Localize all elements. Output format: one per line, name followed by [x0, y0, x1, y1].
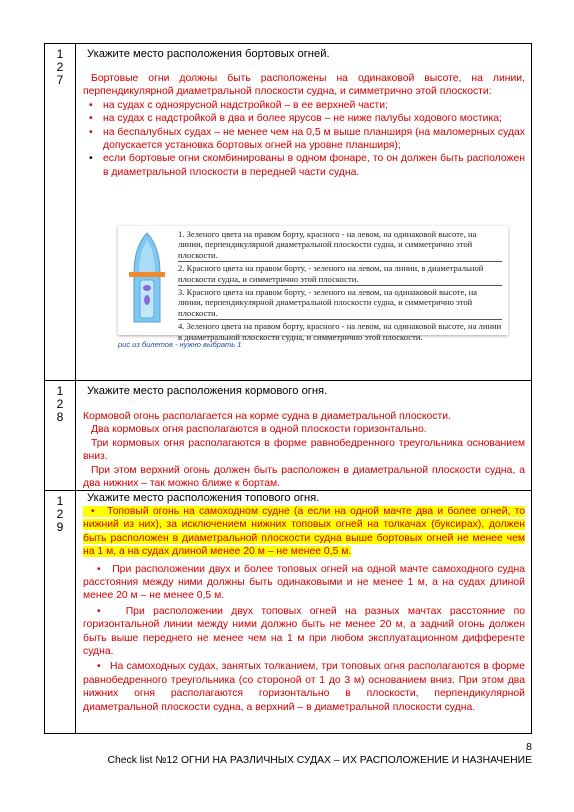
question-text: Укажите место расположения бортовых огней.	[87, 48, 330, 60]
paragraph: При этом верхний огонь должен быть расположен в диаметральной плоскости судна, а два нижних – так можно ближе к бортам.	[83, 464, 525, 490]
option-4[interactable]: 4. Зеленого цвета на правом борту, красного - на левом, на одинаковой высоте, на линии в диаметральной плоскости судна, и симметрично этой плоскости.	[178, 321, 502, 342]
ship-top-view-icon	[126, 230, 168, 330]
page-footer: Check list №12 ОГНИ НА РАЗЛИЧНЫХ СУДАХ – ИХ РАСПОЛОЖЕНИЕ И НАЗНАЧЕНИЕ	[107, 755, 532, 766]
intro-paragraph: Бортовые огни должны быть расположены на одинаковой высоте, на линии, перпендикулярной диаметральной плоскости судна, и симметрично этой плоскости:	[83, 73, 525, 98]
answer-text	[83, 72, 525, 179]
table-row-127	[44, 43, 532, 381]
paragraph: Кормовой огонь располагается на корме судна в диаметральной плоскости.	[83, 411, 451, 422]
number-digit: 1	[56, 47, 64, 61]
question-number: 1 2 8	[45, 381, 76, 490]
number-digit: 7	[56, 73, 64, 87]
list-item: • На самоходных судах, занятых толканием, три топовых огня располагаются в форме равнобедренного треугольника (со стороной от 1 до 3 м) основанием вниз. При этом два нижних огня располагаются горизонтально в плоскости, перпендикулярной диаметральной плоскости судна, а верхний – в диаметральной плоскости судна.	[83, 661, 525, 713]
question-number	[45, 44, 76, 380]
page-number: 8	[526, 741, 532, 753]
option-2[interactable]: 2. Красного цвета на правом борту, - зеленого на левом, на линии, в диаметральной плоскости судна, и симметрично этой плоскости.	[178, 262, 502, 286]
number-digit: 2	[56, 60, 64, 74]
answer-options	[178, 228, 502, 343]
answer-text	[83, 410, 525, 490]
question-text: Укажите место расположения топового огня.	[87, 492, 320, 504]
question-text: Укажите место расположения кормового огня.	[87, 385, 328, 397]
option-3[interactable]: 3. Красного цвета на правом борту, - зеленого на левом, на одинаковой высоте, на линии, перпендикулярной диаметральной плоскости судна, и симметрично этой плоскости.	[178, 286, 502, 320]
table-row-128	[44, 380, 532, 491]
list-item: • на беспалубных судах – не менее чем на 0,5 м выше планширя (на маломерных судах допускается установка бортовых огней на уровне планширя);	[89, 126, 525, 152]
list-item: • на судах с надстройкой в два и более ярусов – не ниже палубы ходового мостика;	[89, 113, 502, 125]
paragraph: Три кормовых огня располагаются в форме равнобедренного треугольника основанием вниз.	[83, 437, 525, 463]
paragraph: Два кормовых огня располагаются в одной плоскости горизонтально.	[91, 424, 427, 436]
answer-cell	[76, 381, 531, 490]
table-row-129	[44, 490, 532, 734]
question-number: 1 2 9	[45, 491, 76, 733]
answer-text	[83, 505, 525, 714]
ticket-figure	[118, 226, 508, 342]
list-item: • если бортовые огни скомбинированы в одном фонаре, то он должен быть расположен в диаметральной плоскости в передней части судна.	[89, 153, 525, 178]
option-1[interactable]: 1. Зеленого цвета на правом борту, красного - на левом, на одинаковой высоте, на линии, перпендикулярной диаметральной плоскости судна, и симметрично этой плоскости.	[178, 228, 502, 262]
list-item: • на судах с одноярусной надстройкой – в ее верхней части;	[89, 99, 388, 111]
answer-cell	[76, 491, 531, 733]
figure-caption: рис из билетов - нужно выбрать 1	[118, 340, 242, 349]
list-item: • При расположении двух и более топовых огней на одной мачте самоходного судна расстояния между ними должны быть одинаковыми и не менее 1 м, а на судах длиной менее 20 м – не менее 0,5 м.	[83, 563, 525, 602]
answer-cell	[76, 44, 531, 380]
list-item: • Топовый огонь на самоходном судне (а если на одной мачте два и более огней, то нижний из них), за исключением нижних топовых огней на толкачах (буксирах), должен быть расположен в диаметральной плоскости судна выше бортовых огней не менее чем на 1 м, а на судах длиной менее 20 м – не менее 0,5 м.	[83, 506, 525, 558]
list-item: • При расположении двух топовых огней на разных мачтах расстояние по горизонтальной линии между ними должно быть не менее 20 м, а задний огонь должен быть выше переднего не менее чем на 1 м при любом эксплуатационном дифференте судна.	[83, 605, 525, 658]
